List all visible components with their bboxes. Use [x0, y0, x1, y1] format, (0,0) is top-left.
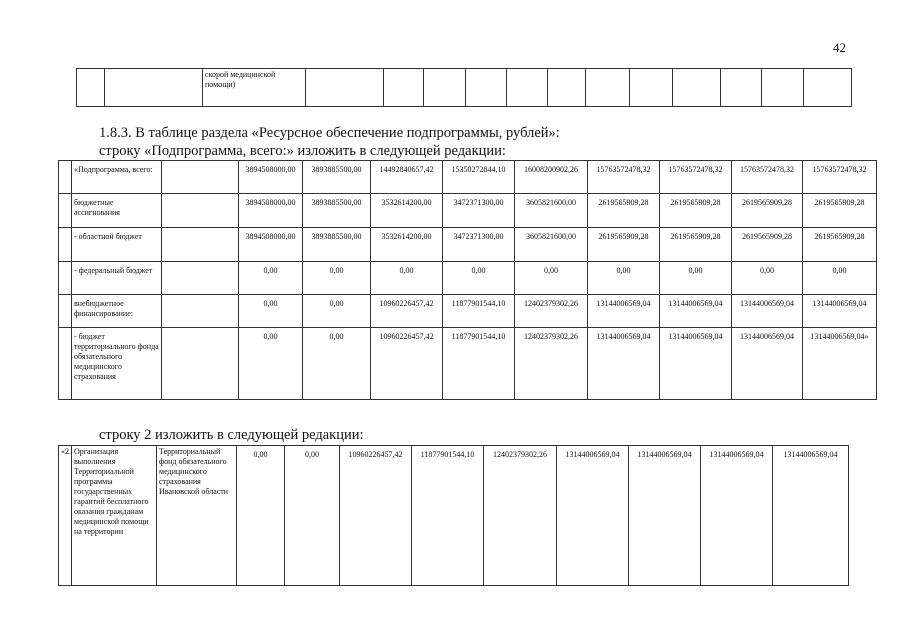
value-cell: 11877901544,10	[443, 295, 515, 328]
row-label-cell: - областной бюджет	[72, 228, 162, 262]
row-label-cell: внебюджетное финансирование:	[72, 295, 162, 328]
value-cell: 13144006569,04	[588, 328, 660, 400]
value-cell: 13144006569,04	[773, 446, 849, 586]
value-cell: 0,00	[660, 262, 732, 295]
value-cell: 0,00	[239, 262, 303, 295]
table-cell	[105, 69, 203, 107]
table-row	[59, 446, 849, 586]
value-cell: 2619565909,28	[660, 194, 732, 228]
table-cell	[762, 69, 804, 107]
table-cell	[424, 69, 466, 107]
value-cell: 0,00	[443, 262, 515, 295]
value-cell: 16008200902,26	[515, 161, 588, 194]
value-cell: 2619565909,28	[732, 194, 803, 228]
row2-table	[58, 445, 849, 586]
value-cell: 10960226457,42	[371, 328, 443, 400]
value-cell: 13144006569,04	[588, 295, 660, 328]
section-heading: 1.8.3. В таблице раздела «Ресурсное обеспечение подпрограммы, рублей»:	[99, 125, 560, 141]
value-cell: 2619565909,28	[588, 194, 660, 228]
value-cell: 0,00	[303, 262, 371, 295]
table-cell	[673, 69, 721, 107]
value-cell: 3605821600,00	[515, 194, 588, 228]
value-cell: 2619565909,28	[803, 228, 877, 262]
blank-cell	[59, 262, 72, 295]
table-cell	[507, 69, 548, 107]
blank-cell	[162, 228, 239, 262]
table-row	[59, 295, 877, 328]
value-cell: 3472371300,00	[443, 228, 515, 262]
table-cell	[306, 69, 384, 107]
value-cell: 12402379302,26	[515, 295, 588, 328]
value-cell: 13144006569,04»	[803, 328, 877, 400]
value-cell: 13144006569,04	[629, 446, 701, 586]
table-cell	[77, 69, 105, 107]
value-cell: 15763572478,32	[803, 161, 877, 194]
value-cell: 2619565909,28	[803, 194, 877, 228]
row-label-cell: «Подпрограмма, всего:	[72, 161, 162, 194]
value-cell: 0,00	[303, 328, 371, 400]
blank-cell	[162, 328, 239, 400]
table-cell	[721, 69, 762, 107]
blank-cell	[59, 194, 72, 228]
value-cell: 0,00	[515, 262, 588, 295]
value-cell: 3893885500,00	[303, 161, 371, 194]
row-label-cell: - федеральный бюджет	[72, 262, 162, 295]
value-cell: 3893885500,00	[303, 228, 371, 262]
value-cell: 0,00	[285, 446, 340, 586]
value-cell: 10960226457,42	[340, 446, 412, 586]
executor-cell: Территориальный фонд обязательного медицинского страхования Ивановской области	[157, 446, 237, 586]
blank-cell	[59, 161, 72, 194]
value-cell: 13144006569,04	[732, 295, 803, 328]
table-row	[77, 69, 852, 107]
value-cell: 3532614200,00	[371, 228, 443, 262]
value-cell: 13144006569,04	[660, 328, 732, 400]
value-cell: 13144006569,04	[701, 446, 773, 586]
value-cell: 13144006569,04	[803, 295, 877, 328]
previous-table-fragment	[76, 68, 852, 107]
value-cell: 15763572478,32	[588, 161, 660, 194]
value-cell: 0,00	[588, 262, 660, 295]
value-cell: 15763572478,32	[660, 161, 732, 194]
table-row	[59, 161, 877, 194]
value-cell: 12402379302,26	[515, 328, 588, 400]
blank-cell	[59, 328, 72, 400]
value-cell: 3894508000,00	[239, 194, 303, 228]
value-cell: 10960226457,42	[371, 295, 443, 328]
page-number: 42	[833, 40, 846, 55]
blank-cell	[59, 228, 72, 262]
table-cell	[384, 69, 424, 107]
table-cell	[548, 69, 586, 107]
table-row	[59, 228, 877, 262]
value-cell: 0,00	[732, 262, 803, 295]
blank-cell	[162, 194, 239, 228]
value-cell: 3472371300,00	[443, 194, 515, 228]
table-cell	[630, 69, 673, 107]
row-name-cell: Организация выполнения Территориальной программы государственных гарантий бесплатного оказания гражданам медицинской помощи на территории	[72, 446, 157, 586]
value-cell: 3605821600,00	[515, 228, 588, 262]
value-cell: 0,00	[239, 295, 303, 328]
value-cell: 2619565909,28	[660, 228, 732, 262]
row-label-cell: скорой медицинской помощи)	[203, 69, 306, 107]
value-cell: 13144006569,04	[660, 295, 732, 328]
value-cell: 11877901544,10	[443, 328, 515, 400]
resource-table	[58, 160, 877, 400]
value-cell: 0,00	[803, 262, 877, 295]
value-cell: 11877901544,10	[412, 446, 484, 586]
value-cell: 0,00	[303, 295, 371, 328]
value-cell: 15763572478,32	[732, 161, 803, 194]
value-cell: 0,00	[371, 262, 443, 295]
table-row	[59, 262, 877, 295]
table-cell	[466, 69, 507, 107]
blank-cell	[59, 295, 72, 328]
blank-cell	[162, 161, 239, 194]
value-cell: 3894508000,00	[239, 228, 303, 262]
value-cell: 2619565909,28	[588, 228, 660, 262]
value-cell: 2619565909,28	[732, 228, 803, 262]
blank-cell	[162, 262, 239, 295]
value-cell: 15350272844,10	[443, 161, 515, 194]
value-cell: 3893885500,00	[303, 194, 371, 228]
instruction-heading-row2: строку 2 изложить в следующей редакции:	[99, 427, 364, 443]
value-cell: 13144006569,04	[732, 328, 803, 400]
value-cell: 12402379302,26	[484, 446, 557, 586]
row-label-cell: бюджетные ассигнования	[72, 194, 162, 228]
instruction-heading: строку «Подпрограмма, всего:» изложить в следующей редакции:	[99, 143, 506, 159]
value-cell: 13144006569,04	[557, 446, 629, 586]
value-cell: 0,00	[239, 328, 303, 400]
value-cell: 0,00	[237, 446, 285, 586]
table-cell	[804, 69, 852, 107]
table-row	[59, 328, 877, 400]
row-label-cell: - бюджет территориального фонда обязательного медицинского страхования	[72, 328, 162, 400]
row-number-cell: «2.	[59, 446, 72, 586]
value-cell: 3894508000,00	[239, 161, 303, 194]
table-cell	[586, 69, 630, 107]
value-cell: 3532614200,00	[371, 194, 443, 228]
value-cell: 14492840657,42	[371, 161, 443, 194]
blank-cell	[162, 295, 239, 328]
table-row	[59, 194, 877, 228]
